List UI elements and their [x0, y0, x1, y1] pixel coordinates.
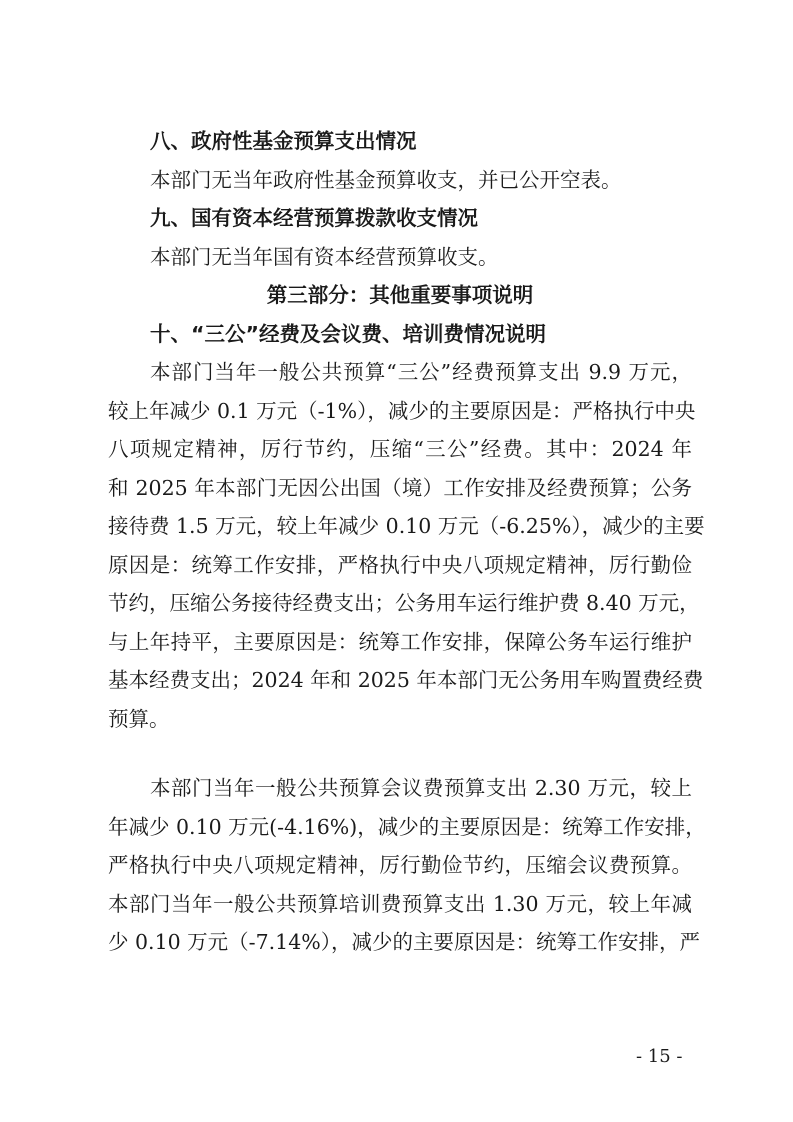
text-line: 节约，压缩公务接待经费支出；公务用车运行维护费 8.40 万元，: [108, 591, 700, 615]
part-title: 第三部分：其他重要事项说明: [266, 283, 534, 307]
paragraph-meeting-training: [108, 769, 706, 962]
text-line: 和 2025 年本部门无因公出国（境）工作安排及经费预算；公务: [108, 475, 692, 500]
text-line: 八项规定精神，厉行节约，压缩“三公”经费。其中：2024 年: [108, 437, 692, 461]
text-line: 本部门当年一般公共预算培训费预算支出 1.30 万元，较上年减: [108, 891, 692, 916]
text-line: 较上年减少 0.1 万元（-1%），减少的主要原因是：严格执行中央: [108, 398, 696, 423]
document-body: [108, 122, 706, 962]
text-line: 预算。: [108, 706, 170, 731]
section-text-9: 本部门无当年国有资本经营预算收支。: [150, 244, 499, 269]
section-text-8: 本部门无当年政府性基金预算收支，并已公开空表。: [150, 167, 622, 192]
text-line: 接待费 1.5 万元，较上年减少 0.10 万元（-6.25%），减少的主要: [108, 514, 705, 538]
text-line: 本部门当年一般公共预算“三公”经费预算支出 9.9 万元，: [150, 360, 692, 384]
section-heading-9: 九、国有资本经营预算拨款收支情况: [150, 206, 478, 230]
paragraph-sangong: [108, 353, 705, 738]
text-line: 严格执行中央八项规定精神，厉行勤俭节约，压缩会议费预算。: [108, 853, 692, 877]
text-line: 与上年持平，主要原因是：统筹工作安排，保障公务车运行维护: [108, 629, 692, 654]
text-line: 年减少 0.10 万元(-4.16%)，减少的主要原因是：统筹工作安排，: [108, 814, 706, 839]
section-heading-8: 八、政府性基金预算支出情况: [150, 129, 417, 153]
text-line: 少 0.10 万元（-7.14%），减少的主要原因是：统筹工作安排，严: [108, 930, 700, 954]
text-line: 原因是：统筹工作安排，严格执行中央八项规定精神，厉行勤俭: [108, 552, 692, 577]
text-line: 基本经费支出；2024 年和 2025 年本部门无公务用车购置费经费: [108, 668, 704, 692]
section-heading-10: 十、“三公”经费及会议费、培训费情况说明: [150, 321, 546, 346]
page-number: - 15 -: [636, 1046, 683, 1067]
text-line: 本部门当年一般公共预算会议费预算支出 2.30 万元，较上: [150, 776, 692, 800]
